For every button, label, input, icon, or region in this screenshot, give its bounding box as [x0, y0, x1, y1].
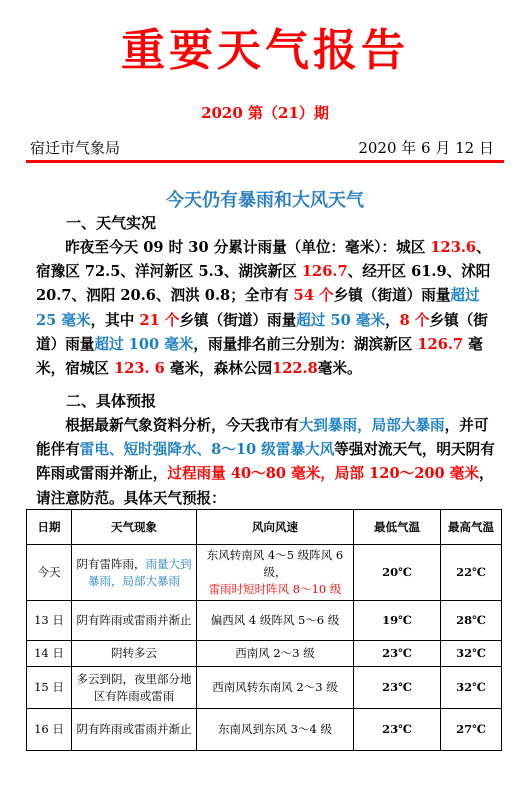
weather-cell: 阴有阵雨或雷雨并渐止	[72, 601, 197, 641]
low-temp-cell: 19℃	[354, 601, 441, 641]
section-heading-forecast: 二、具体预报	[66, 392, 157, 410]
low-temp-cell: 23℃	[354, 667, 441, 709]
date-cell: 14 日	[27, 641, 72, 667]
weather-cell: 阴转多云	[72, 641, 197, 667]
weather-cell: 阴有阵雨或雷雨并渐止	[72, 709, 197, 751]
forecast-table	[26, 509, 502, 751]
table-row	[27, 667, 502, 709]
report-subtitle: 今天仍有暴雨和大风天气	[166, 190, 364, 211]
weather-cell: 多云到阴，夜里部分地区有阵雨或雷雨	[72, 667, 197, 709]
wind-cell: 东风转南风 4～5 级阵风 6 级， 雷雨时短时阵风 8～10 级	[197, 545, 354, 601]
report-date: 2020 年 6 月 12 日	[358, 139, 494, 157]
low-temp-cell: 23℃	[354, 641, 441, 667]
wind-cell: 西南风转东南风 2～3 级	[197, 667, 354, 709]
date-cell: 13 日	[27, 601, 72, 641]
col-header-weather: 天气现象	[72, 510, 197, 545]
report-title: 重要天气报告	[121, 25, 409, 76]
table-row	[27, 545, 502, 601]
high-temp-cell: 27℃	[441, 709, 502, 751]
col-header-wind: 风向风速	[197, 510, 354, 545]
header-divider	[26, 160, 504, 163]
section-heading-observations: 一、天气实况	[66, 214, 157, 232]
forecast-paragraph: 根据最新气象资料分析，今天我市有大到暴雨，局部大暴雨，并可能伴有雷电、短时强降水、8～10 级雷暴大风等强对流天气，明天阴有阵雨或雷雨并渐止，过程雨量 40～80 毫米，局部 120～200 毫米，请注意防范。具体天气预报：	[36, 417, 495, 507]
table-header-row	[27, 510, 502, 545]
date-cell: 15 日	[27, 667, 72, 709]
col-header-high-temp: 最高气温	[441, 510, 502, 545]
high-temp-cell: 22℃	[441, 545, 502, 601]
observations-paragraph: 昨夜至今天 09 时 30 分累计雨量（单位：毫米）：城区 123.6、宿豫区 72.5、洋河新区 5.3、湖滨新区 126.7、经开区 61.9、沭阳 20.7、泗阳 20.6、泗洪 0.8；全市有 54 个乡镇（街道）雨量超过 25 毫米，其中 21 个乡镇（街道）雨量超过 50 毫米，8 个乡镇（街道）雨量超过 100 毫米，雨量排名前三分别为：湖滨新区 126.7 毫米，宿城区 123. 6 毫米，森林公园122.8毫米。	[36, 239, 491, 378]
wind-cell: 东南风到东风 3～4 级	[197, 709, 354, 751]
weather-cell: 阴有雷阵雨，雨量大到暴雨，局部大暴雨	[72, 545, 197, 601]
low-temp-cell: 23℃	[354, 709, 441, 751]
table-row	[27, 709, 502, 751]
wind-cell: 偏西风 4 级阵风 5～6 级	[197, 601, 354, 641]
issue-number: 2020 第（21）期	[201, 104, 329, 122]
high-temp-cell: 32℃	[441, 667, 502, 709]
wind-cell: 西南风 2～3 级	[197, 641, 354, 667]
col-header-date: 日期	[27, 510, 72, 545]
date-cell: 16 日	[27, 709, 72, 751]
col-header-low-temp: 最低气温	[354, 510, 441, 545]
low-temp-cell: 20℃	[354, 545, 441, 601]
date-cell: 今天	[27, 545, 72, 601]
high-temp-cell: 28℃	[441, 601, 502, 641]
high-temp-cell: 32℃	[441, 641, 502, 667]
table-row	[27, 641, 502, 667]
table-row	[27, 601, 502, 641]
issuing-bureau: 宿迁市气象局	[30, 139, 121, 157]
